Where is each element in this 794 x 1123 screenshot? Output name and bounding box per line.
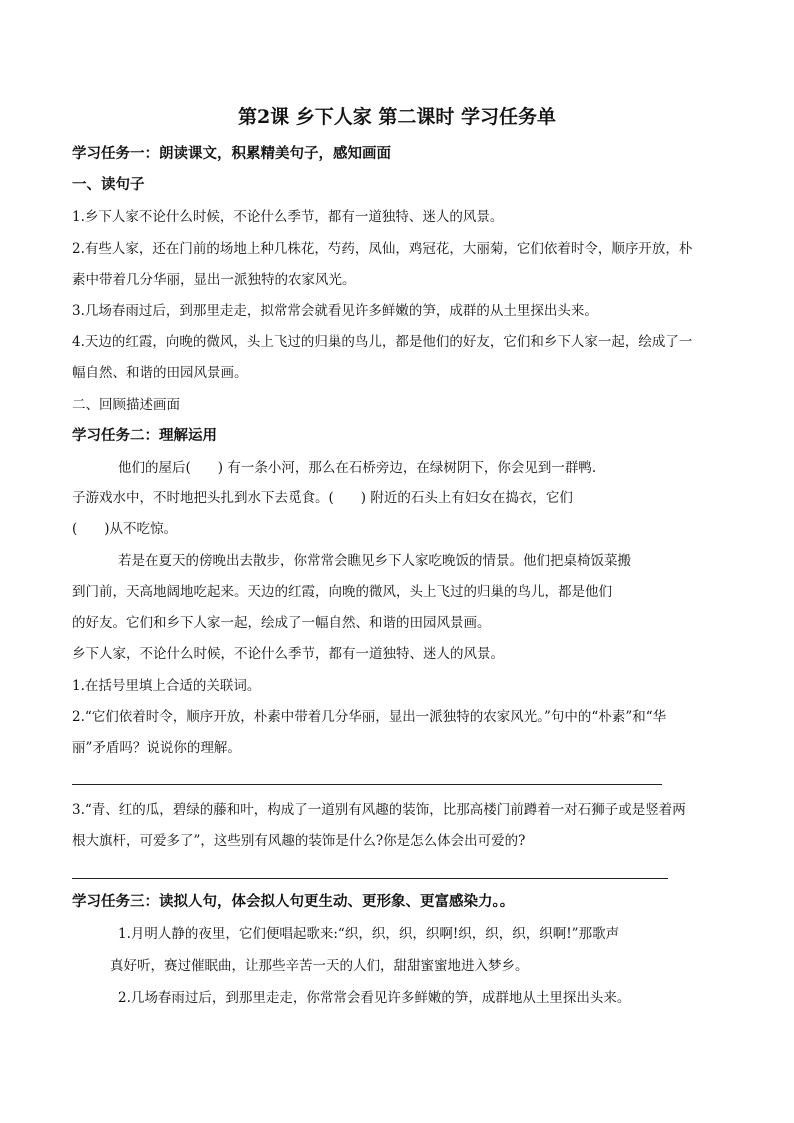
- task3-heading: 学习任务三：读拟人句，体会拟人句更生动、更形象、更富感染力。。: [72, 893, 515, 910]
- sentence-1: 1.乡下人家不论什么时候，不论什么季节，都有一道独特、迷人的风景。: [72, 209, 504, 225]
- answer-line-2[interactable]: [72, 878, 668, 879]
- task1-subheading-read-sentences: 一、读句子: [72, 176, 145, 193]
- example-2: 2.几场春雨过后，到那里走走，你常常会看见许多鲜嫩的笋，成群地从土里探出头来。: [118, 990, 631, 1006]
- sentence-4-line-2: 幅自然、和谐的田园风景画。: [72, 365, 248, 381]
- passage-2-line-1: 若是在夏天的傍晚出去散步，你常常会瞧见乡下人家吃晚饭的情景。他们把桌椅饭菜搬: [118, 553, 631, 569]
- question-1: 1.在括号里填上合适的关联词。: [72, 678, 261, 694]
- question-2-line-2: 丽”矛盾吗？说说你的理解。: [72, 740, 241, 756]
- answer-line-1[interactable]: [72, 784, 662, 785]
- question-2-line-1: 2.“它们依着时令，顺序开放，朴素中带着几分华丽，显出一派独特的农家风光。”句中的“朴素”和“华: [72, 709, 667, 725]
- question-3-line-2: 根大旗杆，可爱多了”，这些别有风趣的装饰是什么?你是怎么体会出可爱的?: [72, 833, 526, 849]
- example-1-line-2: 真好听，赛过催眠曲，让那些辛苦一天的人们，甜甜蜜蜜地进入梦乡。: [110, 958, 529, 974]
- sentence-3: 3.几场春雨过后，到那里走走，拟常常会就看见许多鲜嫩的笋，成群的从土里探出头来。: [72, 303, 598, 319]
- passage-2-line-2: 到门前，天高地阔地吃起来。天边的红霞，向晚的微风，头上飞过的归巢的鸟儿，都是他们: [72, 584, 612, 600]
- passage-1-line-1: 他们的屋后( ) 有一条小河，那么在石桥旁边，在绿树阴下，你会见到一群鸭.: [118, 460, 597, 476]
- passage-1-line-2: 子游戏水中，不时地把头扎到水下去觅食。( ) 附近的石头上有妇女在捣衣，它们: [72, 490, 573, 506]
- page-title: 第2课 乡下人家 第二课时 学习任务单: [237, 106, 557, 128]
- question-3-line-1: 3.“青、红的瓜，碧绿的藤和叶，构成了一道别有风趣的装饰，比那高楼门前蹲着一对石狮子或是竖着两: [72, 802, 686, 818]
- task1-heading: 学习任务一：朗读课文，积累精美句子，感知画面: [72, 145, 391, 162]
- passage-1-line-3: ( )从不吃惊。: [72, 521, 178, 537]
- example-1-line-1: 1.月明人静的夜里，它们便唱起歌来:“织，织，织，织啊!织，织，织，织啊!”那歌声: [118, 926, 620, 942]
- passage-3: 乡下人家，不论什么时候，不论什么季节，都有一道独特、迷人的风景。: [72, 646, 504, 662]
- task1-subheading-describe: 二、回顾描述画面: [72, 397, 180, 413]
- task2-heading: 学习任务二：理解运用: [72, 427, 217, 444]
- sentence-2-line-1: 2.有些人家，还在门前的场地上种几株花，芍药，凤仙，鸡冠花，大丽菊，它们依着时令，顺序开放，朴: [72, 241, 693, 257]
- sentence-2-line-2: 素中带着几分华丽，显出一派独特的农家风光。: [72, 272, 356, 288]
- passage-2-line-3: 的好友。它们和乡下人家一起，绘成了一幅自然、和谐的田园风景画。: [72, 615, 491, 631]
- sentence-4-line-1: 4.天边的红霞，向晚的微风，头上飞过的归巢的鸟儿，都是他们的好友，它们和乡下人家一起，绘成了一: [72, 334, 693, 350]
